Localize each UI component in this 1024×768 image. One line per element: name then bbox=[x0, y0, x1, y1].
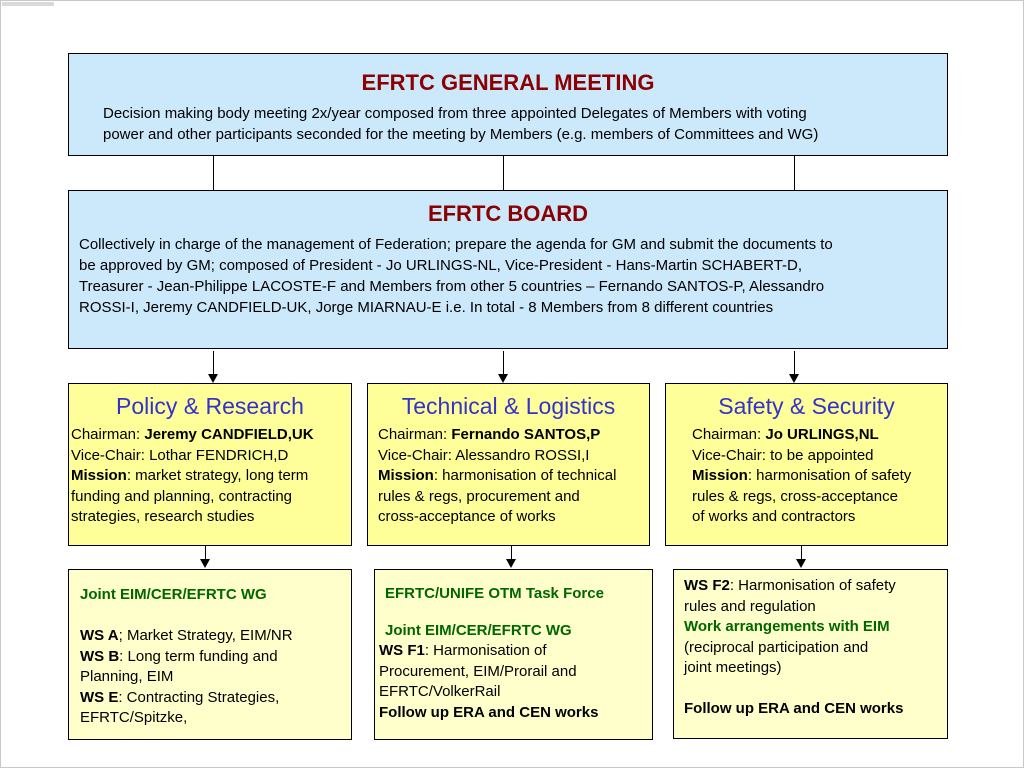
committee-title: Policy & Research bbox=[116, 393, 304, 419]
mission-text: : harmonisation of technical bbox=[433, 467, 617, 484]
mission-text: : market strategy, long term bbox=[126, 467, 309, 484]
board-box bbox=[68, 190, 948, 349]
chairman-label: Chairman: bbox=[692, 426, 766, 443]
ws-b-text: : Long term funding and bbox=[119, 647, 278, 665]
board-line: Collectively in charge of the management of Federation; prepare the agenda for GM and submit the documents to bbox=[79, 236, 833, 253]
ws-f2-text: : Harmonisation of safety bbox=[729, 577, 896, 594]
spacer bbox=[80, 606, 351, 627]
general-meeting-line: Decision making body meeting 2x/year composed from three appointed Delegates of Members with voting bbox=[103, 105, 807, 122]
mission-line: funding and planning, contracting bbox=[71, 487, 293, 505]
mission-label: Mission bbox=[378, 467, 434, 484]
committee-title: Safety & Security bbox=[718, 393, 895, 419]
committee-title: Technical & Logistics bbox=[401, 393, 616, 419]
board-line: ROSSI-I, Jeremy CANDFIELD-UK, Jorge MIARNAU-E i.e. In total - 8 Members from 8 different countries bbox=[79, 299, 774, 316]
ws-f2-line bbox=[684, 576, 947, 597]
ws-e-line: EFRTC/Spitzke, bbox=[80, 709, 188, 726]
committee-policy-research bbox=[68, 383, 352, 546]
ws-b-label: WS B bbox=[80, 647, 120, 665]
mission-label: Mission bbox=[692, 467, 748, 484]
board-line: Treasurer - Jean-Philippe LACOSTE-F and Members from other 5 countries – Fernando SANTOS-P, Alessandro bbox=[79, 278, 825, 295]
mission-text: : harmonisation of safety bbox=[747, 467, 912, 484]
vice-chair-line: Vice-Chair: Alessandro ROSSI,I bbox=[378, 446, 590, 464]
ws-a-label: WS A bbox=[80, 627, 119, 644]
mission-line: rules & regs, cross-acceptance bbox=[692, 487, 898, 505]
ws-b-line bbox=[80, 647, 351, 668]
arrow-down bbox=[794, 351, 795, 381]
connector-line bbox=[213, 156, 214, 190]
mission-line: of works and contractors bbox=[692, 508, 856, 525]
ws-f1-label: WS F1 bbox=[379, 642, 425, 659]
ws-e-label: WS E bbox=[80, 688, 119, 706]
committee-body bbox=[71, 425, 351, 528]
chairman-line bbox=[378, 425, 649, 446]
arrow-down bbox=[511, 546, 512, 566]
slide-corner-mark bbox=[2, 2, 54, 6]
chairman-line bbox=[71, 425, 351, 446]
task-force-heading: EFRTC/UNIFE OTM Task Force bbox=[385, 585, 604, 602]
mission-line: rules & regs, procurement and bbox=[378, 487, 580, 505]
ws-f1-text: : Harmonisation of bbox=[424, 642, 547, 659]
ws-f1-line: Procurement, EIM/Prorail and bbox=[379, 662, 577, 680]
board-description bbox=[79, 234, 947, 318]
mission-line bbox=[692, 466, 947, 487]
general-meeting-line: power and other participants seconded for the meeting by Members (e.g. members of Committees and WG) bbox=[103, 126, 819, 143]
work-arrangements-line: Work arrangements with EIM bbox=[684, 618, 890, 635]
committee-body bbox=[378, 425, 649, 528]
ws-a-text: ; Market Strategy, EIM/NR bbox=[118, 627, 293, 644]
ws-f2-line: rules and regulation bbox=[684, 597, 816, 615]
mission-line bbox=[378, 466, 649, 487]
general-meeting-title: EFRTC GENERAL MEETING bbox=[361, 70, 655, 95]
chairman-name: Fernando SANTOS,P bbox=[451, 426, 601, 443]
follow-up-line: Follow up ERA and CEN works bbox=[379, 703, 599, 721]
board-line: be approved by GM; composed of President - Jo URLINGS-NL, Vice-President - Hans-Martin SCHABERT-D, bbox=[79, 257, 803, 274]
committee-technical-logistics bbox=[367, 383, 650, 546]
ws-f1-line bbox=[379, 641, 652, 662]
reciprocal-line: joint meetings) bbox=[684, 659, 782, 676]
chairman-name: Jeremy CANDFIELD,UK bbox=[144, 426, 314, 443]
wg-heading: Joint EIM/CER/EFRTC WG bbox=[385, 621, 572, 639]
ws-a-line bbox=[80, 626, 351, 647]
vice-chair-line: Vice-Chair: Lothar FENDRICH,D bbox=[71, 446, 289, 464]
ws-f1-line: EFRTC/VolkerRail bbox=[379, 683, 501, 700]
chairman-label: Chairman: bbox=[71, 426, 145, 443]
general-meeting-box bbox=[68, 53, 948, 156]
ws-e-line bbox=[80, 688, 351, 709]
ws-e-text: : Contracting Strategies, bbox=[118, 688, 280, 706]
connector-line bbox=[794, 156, 795, 190]
working-group-box-technical bbox=[374, 569, 653, 740]
vice-chair-line: Vice-Chair: to be appointed bbox=[692, 446, 874, 464]
mission-line bbox=[71, 466, 351, 487]
arrow-down bbox=[503, 351, 504, 381]
mission-label: Mission bbox=[71, 467, 127, 484]
working-group-box-safety bbox=[673, 569, 948, 739]
connector-line bbox=[503, 156, 504, 190]
committee-safety-security bbox=[665, 383, 948, 546]
ws-b-line: Planning, EIM bbox=[80, 668, 174, 685]
arrow-down bbox=[801, 546, 802, 566]
spacer bbox=[379, 605, 652, 621]
arrow-down bbox=[213, 351, 214, 381]
follow-up-line: Follow up ERA and CEN works bbox=[684, 700, 904, 717]
general-meeting-description bbox=[103, 103, 947, 145]
wg-heading: Joint EIM/CER/EFRTC WG bbox=[80, 586, 267, 603]
mission-line: cross-acceptance of works bbox=[378, 508, 556, 525]
chairman-label: Chairman: bbox=[378, 426, 452, 443]
chairman-name: Jo URLINGS,NL bbox=[765, 426, 879, 443]
mission-line: strategies, research studies bbox=[71, 508, 255, 525]
committee-body bbox=[692, 425, 947, 528]
working-group-content bbox=[684, 576, 947, 720]
board-title: EFRTC BOARD bbox=[427, 201, 589, 226]
ws-f2-label: WS F2 bbox=[684, 577, 730, 594]
chairman-line bbox=[692, 425, 947, 446]
working-group-content bbox=[80, 585, 351, 729]
reciprocal-line: (reciprocal participation and bbox=[684, 638, 869, 656]
working-group-box-policy bbox=[68, 569, 352, 740]
arrow-down bbox=[205, 546, 206, 566]
working-group-content bbox=[379, 584, 652, 723]
spacer bbox=[684, 679, 947, 700]
